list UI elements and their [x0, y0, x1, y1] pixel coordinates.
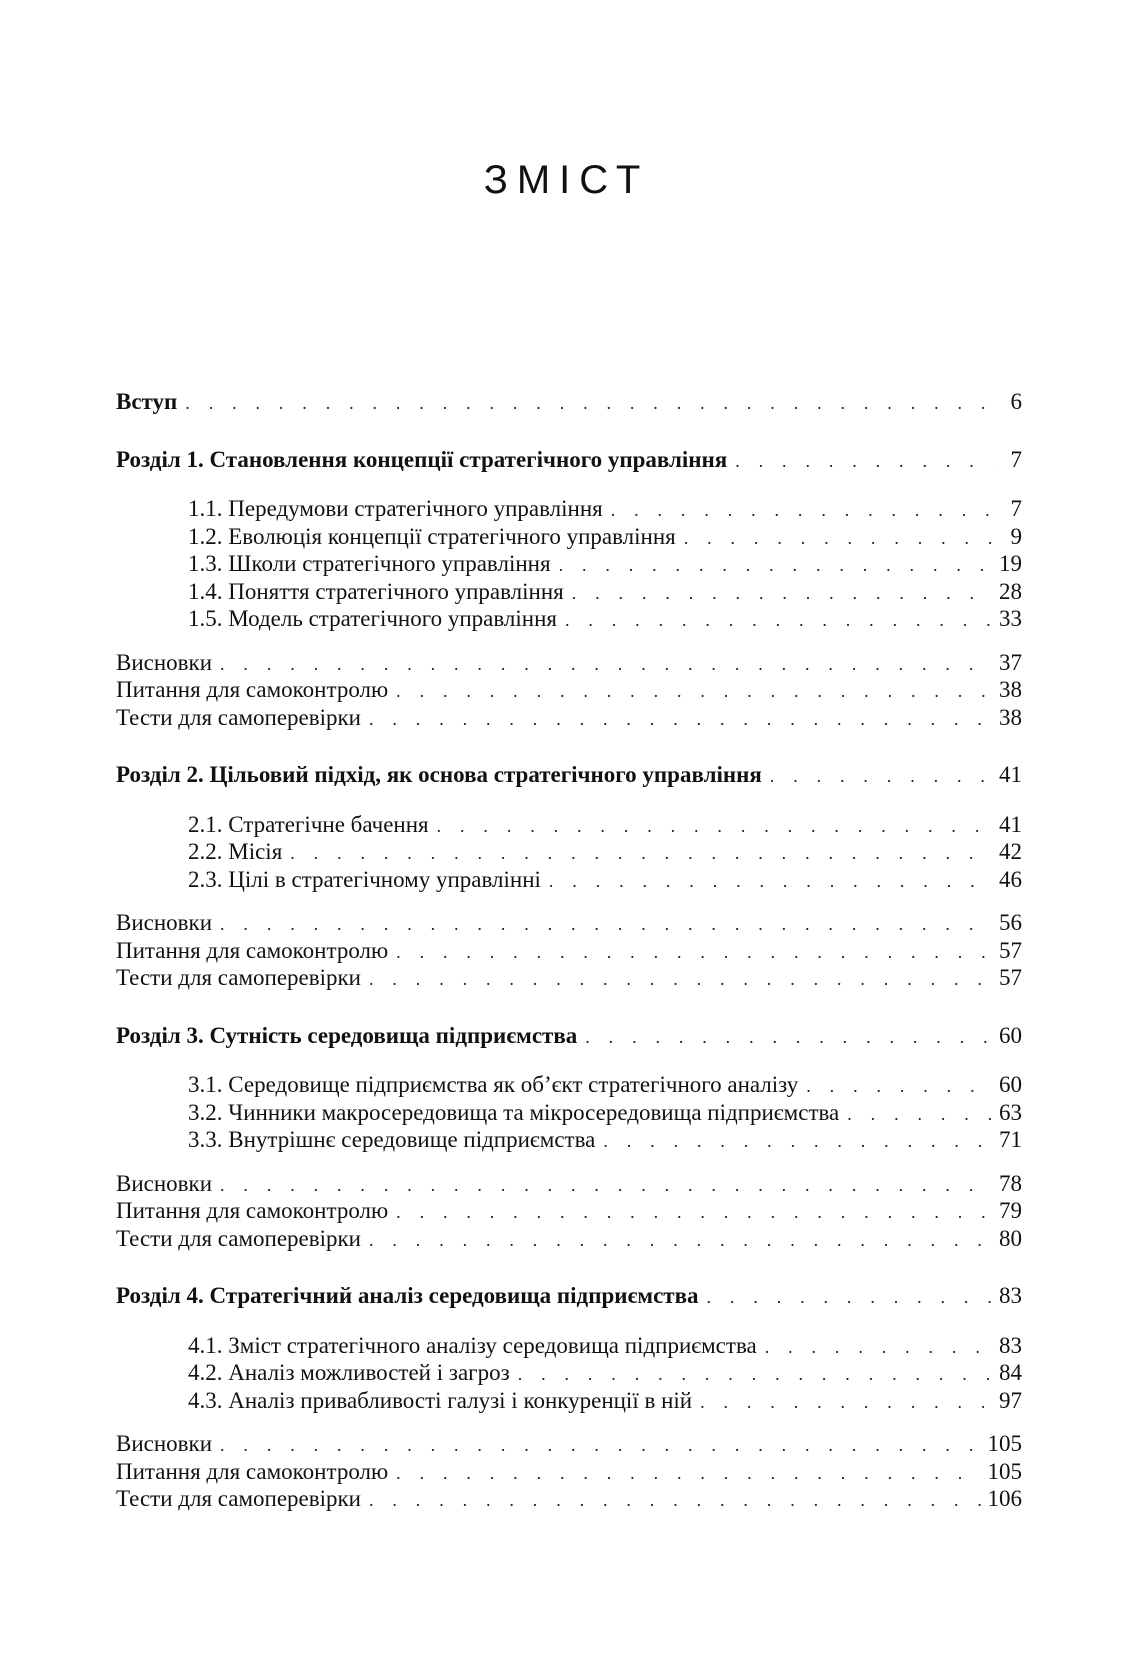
toc-section-3-3[interactable]: [116, 1126, 1022, 1154]
toc-entry-page: 105: [987, 1431, 1022, 1456]
toc-entry-page: 37: [999, 649, 1022, 675]
toc-entry-page: 56: [999, 910, 1022, 935]
toc-entry-label: Розділ 4. Стратегічний аналіз середовища підприємства: [116, 1283, 699, 1308]
toc-entry-label: 1.2. Еволюція концепції стратегічного управління: [188, 523, 676, 549]
toc-entry-page: 28: [999, 578, 1022, 604]
toc-entry-page: 60: [999, 1022, 1022, 1048]
toc-entry-label: 2.2. Місія: [188, 839, 283, 864]
toc-entry-label: 2.1. Стратегічне бачення: [188, 811, 429, 837]
toc-entry-page: 7: [1010, 446, 1022, 472]
toc-section-2-2[interactable]: [116, 838, 1022, 866]
toc-entry-page: 19: [999, 551, 1022, 576]
toc-entry-page: 6: [1010, 389, 1022, 414]
dot-leader: [565, 607, 993, 635]
dot-leader: [220, 1172, 993, 1200]
dot-leader: [290, 840, 993, 868]
toc-entry-page: 79: [999, 1198, 1022, 1223]
dot-leader: [437, 813, 993, 841]
toc-section-4-2[interactable]: [116, 1359, 1022, 1387]
dot-leader: [369, 1487, 982, 1515]
toc-section-4-1[interactable]: [116, 1332, 1022, 1360]
dot-leader: [396, 1199, 993, 1227]
toc-entry-page: 9: [1010, 523, 1022, 549]
toc-questions-4[interactable]: [116, 1458, 1022, 1486]
toc-entry-label: Питання для самоконтролю: [116, 1198, 389, 1223]
toc-entry-label: Тести для самоперевірки: [116, 965, 361, 990]
toc-section-1-2[interactable]: [116, 523, 1022, 551]
toc-chapter-2[interactable]: [116, 761, 1022, 789]
toc-entry-label: 3.3. Внутрішнє середовище підприємства: [188, 1127, 596, 1152]
toc-entry-label: Тести для самоперевірки: [116, 704, 361, 730]
toc-entry-label: Розділ 3. Сутність середовища підприємства: [116, 1022, 578, 1048]
toc-chapter-1[interactable]: [116, 446, 1022, 474]
dot-leader: [700, 1389, 993, 1417]
toc-conclusions-1[interactable]: [116, 649, 1022, 677]
toc-entry-label: Питання для самоконтролю: [116, 677, 389, 702]
dot-leader: [549, 868, 993, 896]
dot-leader: [396, 1460, 981, 1488]
dot-leader: [572, 580, 993, 608]
toc-conclusions-2[interactable]: [116, 909, 1022, 937]
toc-conclusions-3[interactable]: [116, 1170, 1022, 1198]
toc-entry-page: 60: [999, 1072, 1022, 1097]
toc-entry-label: Висновки: [116, 910, 213, 935]
toc-entry-page: 80: [999, 1225, 1022, 1251]
toc-entry-label: Тести для самоперевірки: [116, 1486, 361, 1511]
dot-leader: [220, 911, 993, 939]
toc-section-1-3[interactable]: [116, 550, 1022, 578]
dot-leader: [684, 525, 994, 553]
dot-leader: [611, 497, 994, 525]
toc-entry-label: Висновки: [116, 649, 213, 675]
toc-entry-label: 1.5. Модель стратегічного управління: [188, 606, 557, 631]
toc-entry-label: Питання для самоконтролю: [116, 937, 389, 963]
dot-leader: [770, 763, 993, 791]
table-of-contents: [116, 388, 1022, 1513]
toc-entry-label: 1.4. Поняття стратегічного управління: [188, 578, 564, 604]
toc-tests-2[interactable]: [116, 964, 1022, 992]
toc-entry-label: 4.2. Аналіз можливостей і загроз: [188, 1360, 510, 1385]
toc-entry-page: 78: [999, 1170, 1022, 1196]
dot-leader: [707, 1284, 993, 1312]
toc-entry-label: Тести для самоперевірки: [116, 1225, 361, 1251]
toc-entry-page: 57: [999, 965, 1022, 990]
toc-entry-page: 46: [999, 866, 1022, 892]
toc-section-2-3[interactable]: [116, 866, 1022, 894]
toc-entry-intro[interactable]: [116, 388, 1022, 416]
dot-leader: [847, 1101, 993, 1129]
toc-entry-label: 1.3. Школи стратегічного управління: [188, 551, 551, 576]
toc-entry-page: 84: [999, 1360, 1022, 1385]
dot-leader: [369, 966, 993, 994]
toc-tests-4[interactable]: [116, 1485, 1022, 1513]
toc-section-1-5[interactable]: [116, 605, 1022, 633]
toc-entry-page: 41: [999, 762, 1022, 787]
dot-leader: [220, 1432, 981, 1460]
dot-leader: [559, 552, 993, 580]
toc-chapter-3[interactable]: [116, 1022, 1022, 1050]
toc-entry-label: Розділ 1. Становлення концепції стратегічного управління: [116, 446, 728, 472]
page-title: ЗМІСТ: [483, 158, 650, 202]
toc-entry-label: 1.1. Передумови стратегічного управління: [188, 496, 603, 521]
dot-leader: [396, 939, 993, 967]
toc-entry-label: Розділ 2. Цільовий підхід, як основа стратегічного управління: [116, 762, 762, 787]
toc-section-1-4[interactable]: [116, 578, 1022, 606]
toc-questions-3[interactable]: [116, 1197, 1022, 1225]
toc-entry-page: 57: [999, 937, 1022, 963]
toc-questions-2[interactable]: [116, 937, 1022, 965]
toc-entry-label: 4.1. Зміст стратегічного аналізу середовища підприємства: [188, 1332, 757, 1358]
toc-entry-page: 83: [999, 1332, 1022, 1358]
toc-tests-3[interactable]: [116, 1225, 1022, 1253]
toc-entry-label: 3.2. Чинники макросередовища та мікросередовища підприємства: [188, 1099, 840, 1125]
toc-section-4-3[interactable]: [116, 1387, 1022, 1415]
dot-leader: [735, 448, 994, 476]
toc-entry-page: 38: [999, 704, 1022, 730]
toc-entry-label: Висновки: [116, 1170, 213, 1196]
toc-entry-page: 7: [1010, 496, 1022, 521]
toc-entry-page: 42: [999, 839, 1022, 864]
toc-section-2-1[interactable]: [116, 811, 1022, 839]
toc-entry-page: 71: [999, 1127, 1022, 1152]
toc-entry-label: Висновки: [116, 1431, 213, 1456]
dot-leader: [369, 1227, 993, 1255]
toc-entry-label: Вступ: [116, 389, 178, 414]
toc-entry-page: 105: [987, 1458, 1022, 1484]
toc-entry-page: 83: [999, 1283, 1022, 1308]
toc-questions-1[interactable]: [116, 676, 1022, 704]
toc-section-3-2[interactable]: [116, 1099, 1022, 1127]
dot-leader: [518, 1361, 993, 1389]
toc-entry-label: 2.3. Цілі в стратегічному управлінні: [188, 866, 541, 892]
toc-entry-page: 97: [999, 1387, 1022, 1413]
toc-conclusions-4[interactable]: [116, 1430, 1022, 1458]
toc-entry-label: 3.1. Середовище підприємства як об’єкт стратегічного аналізу: [188, 1072, 799, 1097]
toc-entry-page: 106: [987, 1486, 1022, 1511]
toc-entry-page: 63: [999, 1099, 1022, 1125]
toc-entry-page: 38: [999, 677, 1022, 702]
dot-leader: [603, 1128, 993, 1156]
dot-leader: [765, 1334, 993, 1362]
toc-chapter-4[interactable]: [116, 1282, 1022, 1310]
dot-leader: [369, 706, 993, 734]
toc-section-3-1[interactable]: [116, 1071, 1022, 1099]
dot-leader: [585, 1024, 993, 1052]
dot-leader: [220, 651, 993, 679]
dot-leader: [806, 1073, 993, 1101]
toc-entry-page: 33: [999, 606, 1022, 631]
toc-entry-page: 41: [999, 811, 1022, 837]
toc-tests-1[interactable]: [116, 704, 1022, 732]
toc-section-1-1[interactable]: [116, 495, 1022, 523]
toc-entry-label: 4.3. Аналіз привабливості галузі і конкуренції в ній: [188, 1387, 693, 1413]
dot-leader: [396, 678, 993, 706]
toc-entry-label: Питання для самоконтролю: [116, 1458, 389, 1484]
dot-leader: [185, 390, 994, 418]
